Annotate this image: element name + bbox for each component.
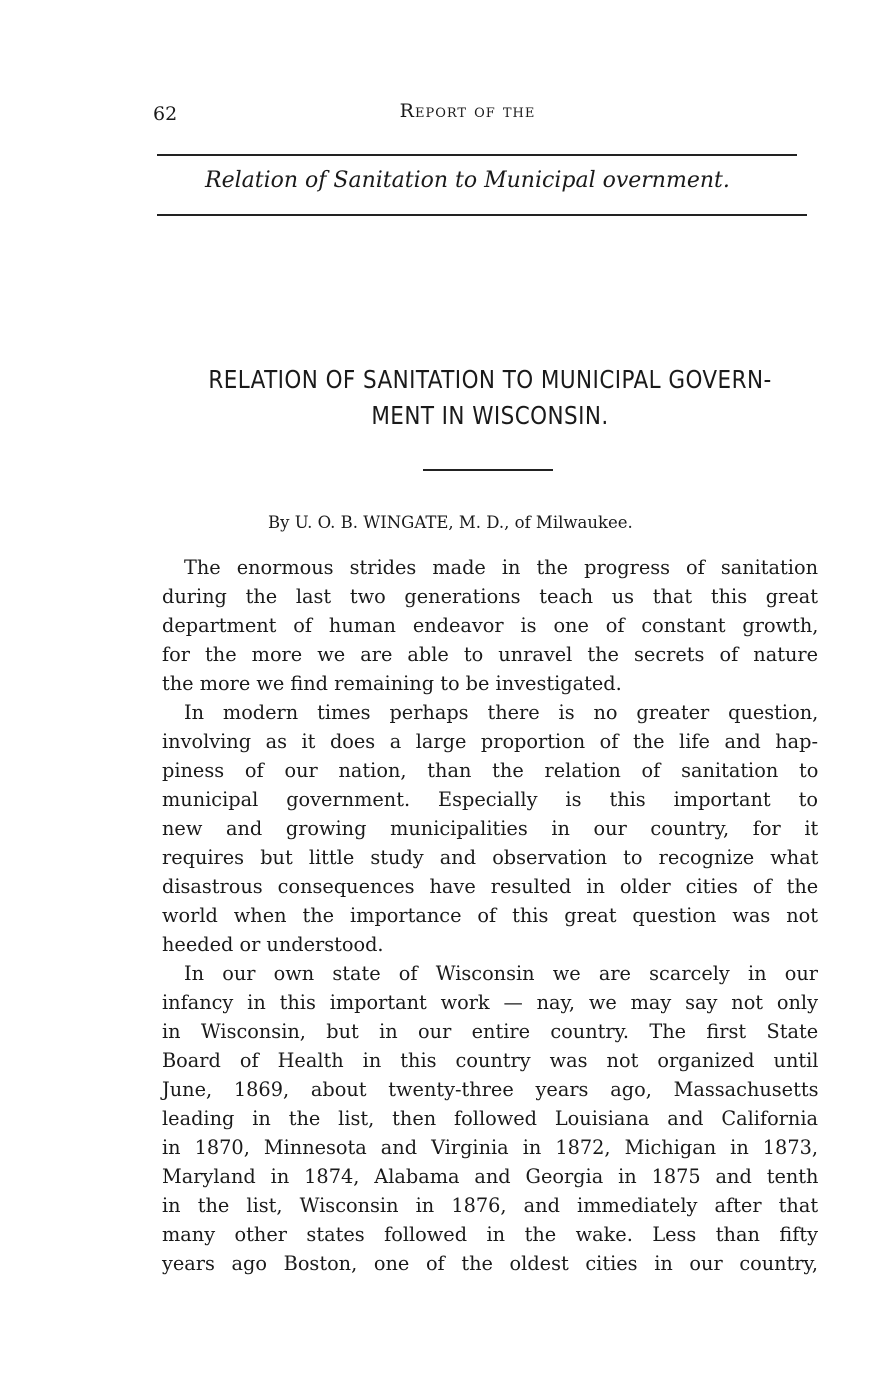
text-line: infancy in this important work — nay, we may say not only (162, 991, 818, 1014)
text-line: years ago Boston, one of the oldest cities in our country, (162, 1252, 818, 1275)
text-line: Board of Health in this country was not organized until (162, 1049, 819, 1072)
text-line: in the list, Wisconsin in 1876, and immediately after that (162, 1194, 819, 1217)
section-subhead: Relation of Sanitation to Municipal overnment. (205, 168, 730, 193)
text-line: leading in the list, then followed Louisiana and California (162, 1107, 818, 1130)
author-byline: By U. O. B. WINGATE, M. D., of Milwaukee. (268, 513, 633, 532)
text-line: piness of our nation, than the relation of sanitation to (162, 759, 819, 782)
paragraph-1 (162, 553, 818, 698)
text-line: The enormous strides made in the progress of sanitation (184, 556, 818, 579)
paragraph-3 (162, 959, 818, 1278)
text-line: the more we find remaining to be investigated. (162, 672, 622, 695)
text-line: Maryland in 1874, Alabama and Georgia in 1875 and tenth (162, 1165, 819, 1188)
text-line: heeded or understood. (162, 933, 384, 956)
text-line: new and growing municipalities in our country, for it (162, 817, 819, 840)
text-line: In modern times perhaps there is no greater question, (184, 701, 819, 724)
text-line: in Wisconsin, but in our entire country. The first State (162, 1020, 819, 1043)
title-divider (423, 469, 553, 471)
text-line: June, 1869, about twenty-three years ago, Massachusetts (162, 1078, 819, 1101)
article-body (162, 553, 818, 1278)
article-title-line-1: RELATION OF SANITATION TO MUNICIPAL GOVERN- (208, 365, 772, 394)
text-line: many other states followed in the wake. Less than fifty (162, 1223, 818, 1246)
running-head: Report of the (399, 100, 536, 122)
header-rule-bottom (157, 214, 807, 216)
text-line: in 1870, Minnesota and Virginia in 1872, Michigan in 1873, (162, 1136, 818, 1159)
text-line: during the last two generations teach us that this great (162, 585, 818, 608)
text-line: department of human endeavor is one of constant growth, (162, 614, 819, 637)
article-title (198, 362, 783, 434)
text-line: requires but little study and observation to recognize what (162, 846, 819, 869)
text-line: municipal government. Especially is this important to (162, 788, 818, 811)
text-line: involving as it does a large proportion of the life and hap- (162, 730, 818, 753)
text-line: for the more we are able to unravel the secrets of nature (162, 643, 818, 666)
text-line: In our own state of Wisconsin we are scarcely in our (184, 962, 818, 985)
text-line: disastrous consequences have resulted in older cities of the (162, 875, 819, 898)
article-title-line-2: MENT IN WISCONSIN. (371, 401, 609, 430)
text-line: world when the importance of this great question was not (162, 904, 818, 927)
paragraph-2 (162, 698, 818, 959)
page-number: 62 (153, 103, 178, 125)
header-rule-top (157, 154, 797, 156)
